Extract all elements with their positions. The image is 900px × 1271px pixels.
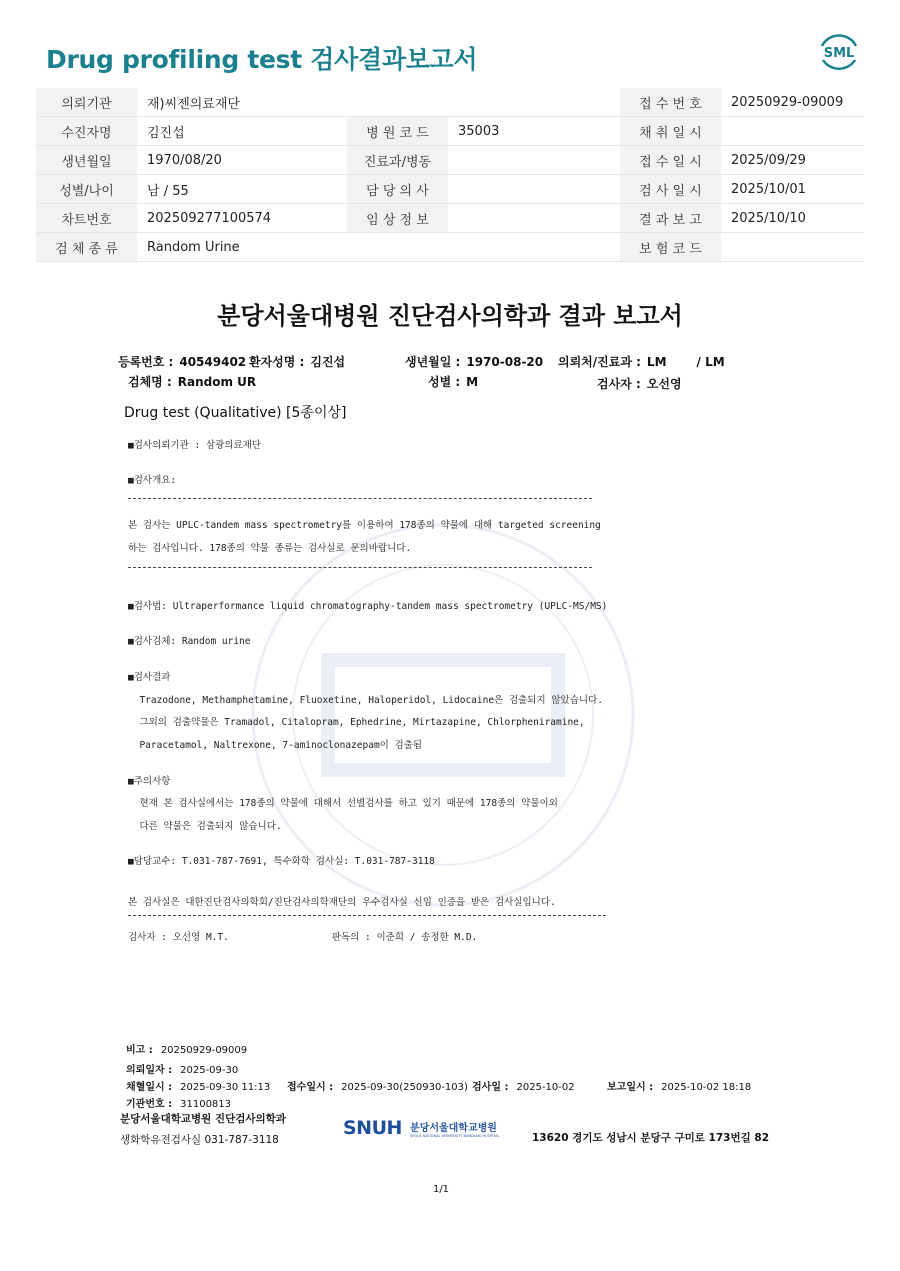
dept-value2: / LM [696,355,725,369]
info-value [448,204,620,233]
info-label: 검 체 종 류 [36,233,137,262]
dob-label: 생년월일 : [405,355,461,369]
info-label: 결 과 보 고 [620,204,721,233]
info-label: 의뢰기관 [36,88,137,117]
info-value [448,146,620,175]
recv-value: 2025-09-30(250930-103) [341,1082,468,1093]
sml-logo-icon [818,31,860,73]
info-value: 2025/09/29 [721,146,864,175]
lab-phone: 생화학유전검사실 031-787-3118 [120,1134,279,1146]
info-value [448,233,620,262]
info-label: 접 수 일 시 [620,146,721,175]
report-date [607,1078,751,1093]
info-label: 임 상 정 보 [347,204,448,233]
report-line: 그외의 검출약물은 Tramadol, Citalopram, Ephedrine, Mirtazapine, Chlorpheniramine, [128,717,585,728]
receipt-date [287,1078,468,1093]
report-line: ■검사검체: Random urine [128,636,251,647]
report-line: 하는 검사입니다. 178종의 약물 종류는 검사실로 문의바랍니다. [128,543,412,554]
rep-value: 2025-10-02 18:18 [661,1082,752,1093]
info-value: 202509277100574 [137,204,347,233]
info-label: 생년월일 [36,146,137,175]
info-row [36,146,864,175]
info-label [347,233,448,262]
dept-label: 의뢰처/진료과 : [558,355,641,369]
info-value: 2025/10/10 [721,204,864,233]
info-label: 검 사 일 시 [620,175,721,204]
reg-value: 40549402 [179,355,247,369]
report-line: 본 검사는 UPLC-tandem mass spectrometry를 이용하여 178종의 약물에 대해 targeted screening [128,520,601,531]
note-value: 20250929-09009 [160,1045,248,1056]
info-label [347,88,448,117]
test-value: 2025-10-02 [516,1082,575,1093]
req-label: 의뢰일자 : [126,1065,173,1076]
snuh-logo-sub: SEOUL NATIONAL UNIVERSITY BUNDANG HOSPITAL [410,1133,500,1138]
info-value [721,233,864,262]
info-value: 2025/10/01 [721,175,864,204]
tester [597,375,682,392]
report-line: 검사자 : 오선영 M.T. 판독의 : 이준희 / 송정한 M.D. [128,932,478,943]
divider [128,498,592,499]
patient-info-table [36,88,864,262]
report-line: ■검사결과 [128,672,171,683]
patient-name [249,353,345,370]
info-value [721,117,864,146]
info-value: 재)씨젠의료재단 [137,88,347,117]
info-row [36,175,864,204]
info-row [36,117,864,146]
logo-text: SML [823,46,855,61]
inst-value: 31100813 [180,1099,232,1110]
info-value: 김진섭 [137,117,347,146]
report-line: Trazodone, Methamphetamine, Fluoxetine, Haloperidol, Lidocaine은 검출되지 않았습니다. [128,695,603,706]
info-label: 진료과/병동 [347,146,448,175]
report-line: ■검사법: Ultraperformance liquid chromatography-tandem mass spectrometry (UPLC-MS/MS) [128,601,608,612]
report-line: ■주의사항 [128,776,171,787]
page-title: Drug profiling test 검사결과보고서 [46,45,478,74]
coll-value: 2025-09-30 11:13 [180,1082,271,1093]
recv-label: 접수일시 : [287,1082,334,1093]
specimen-label: 검체명 : [128,375,172,389]
info-row [36,233,864,262]
info-value: 20250929-09009 [721,88,864,117]
page-number: 1/1 [432,1184,450,1195]
info-label: 접 수 번 호 [620,88,721,117]
info-value: 1970/08/20 [137,146,347,175]
dept [558,353,725,370]
info-row [36,204,864,233]
test-date [472,1078,575,1093]
divider [128,915,606,916]
report-line: ■검사의뢰기관 : 삼광의료재단 [128,440,262,451]
patient-value: 김진섭 [310,355,346,369]
info-label: 성별/나이 [36,175,137,204]
report-line: 현재 본 검사실에서는 178종의 약물에 대해서 선별검사를 하고 있기 때문에 178종의 약물이외 [128,798,558,809]
report-line: ■담당교수: T.031-787-7691, 특수화학 검사실: T.031-787-3118 [128,856,435,867]
info-label: 차트번호 [36,204,137,233]
tester-label: 검사자 : [597,377,641,391]
snuh-logo-name: 분당서울대학교병원 [410,1122,497,1134]
divider [128,567,592,568]
coll-label: 채혈일시 : [126,1082,173,1093]
tester-value: 오선영 [646,377,682,391]
report-title: 분당서울대병원 진단검사의학과 결과 보고서 [217,302,683,330]
info-label: 보 험 코 드 [620,233,721,262]
info-label: 담 당 의 사 [347,175,448,204]
specimen [128,373,256,390]
hospital-address: 13620 경기도 성남시 분당구 구미로 173번길 82 [532,1132,769,1144]
dept-value: LM [646,355,667,369]
collection-date [126,1078,270,1093]
report-line: 본 검사실은 대한진단검사의학회/진단검사의학재단의 우수검사실 신임 인증을 받은 검사실입니다. [128,897,556,908]
test-label: 검사일 : [472,1082,509,1093]
report-line: 다른 약물은 검출되지 않습니다. [128,821,282,832]
report-line: ■검사개요: [128,475,177,486]
dob-value: 1970-08-20 [466,355,544,369]
sex [428,373,478,390]
info-label: 채 취 일 시 [620,117,721,146]
info-value [448,88,620,117]
snuh-logo [343,1117,499,1139]
note [126,1041,247,1056]
info-row [36,88,864,117]
info-value [448,175,620,204]
sex-label: 성별 : [428,375,461,389]
info-label: 병 원 코 드 [347,117,448,146]
specimen-value: Random UR [177,375,257,389]
sex-value: M [466,375,479,389]
test-title: Drug test (Qualitative) [5종이상] [124,405,347,421]
rep-label: 보고일시 : [607,1082,654,1093]
info-value: 남 / 55 [137,175,347,204]
hospital-department: 분당서울대학교병원 진단검사의학과 [120,1113,286,1125]
inst-label: 기관번호 : [126,1099,173,1110]
dob [405,353,543,370]
reg-label: 등록번호 : [118,355,174,369]
snuh-logo-mark: SNUH [343,1117,402,1139]
institution-number [126,1095,231,1110]
info-value: Random Urine [137,233,347,262]
note-label: 비고 : [126,1045,153,1056]
info-value: 35003 [448,117,620,146]
request-date [126,1061,238,1076]
reg-number [118,353,246,370]
report-line: Paracetamol, Naltrexone, 7-aminoclonazepam이 검출됨 [128,740,423,751]
req-value: 2025-09-30 [180,1065,239,1076]
info-label: 수진자명 [36,117,137,146]
patient-label: 환자성명 : [249,355,305,369]
